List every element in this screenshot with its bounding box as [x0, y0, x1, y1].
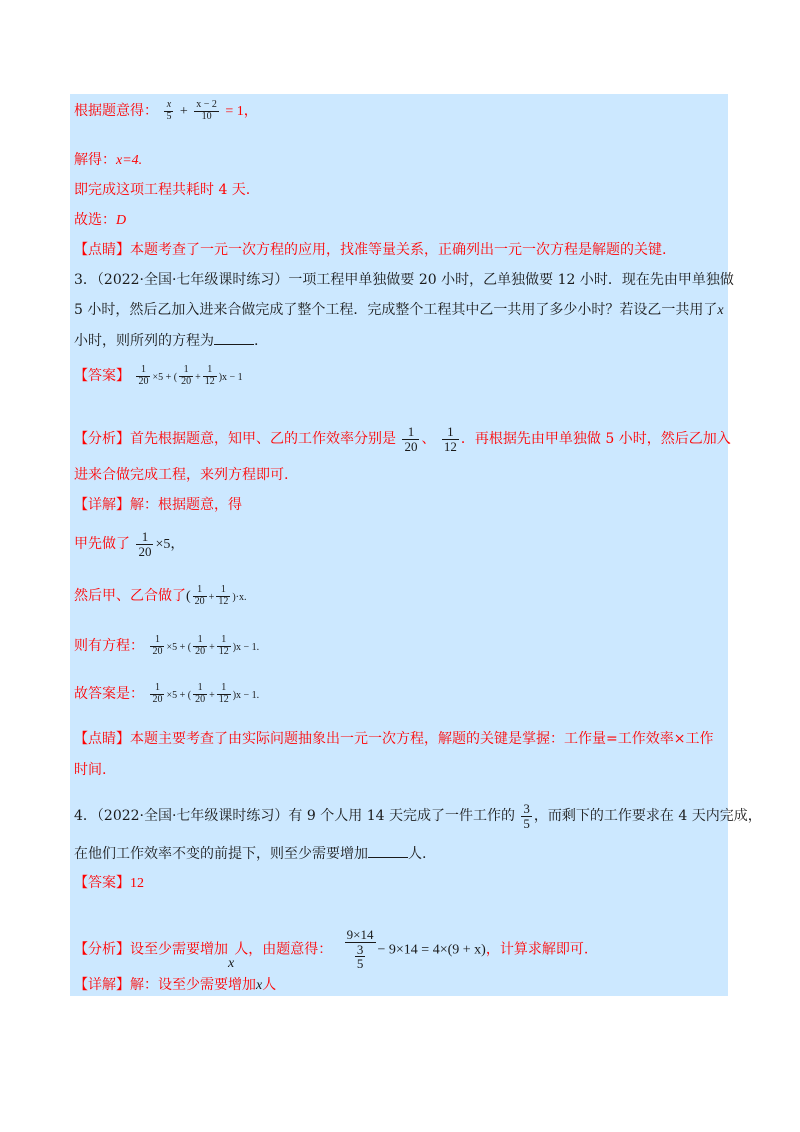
- detail-text: 人: [262, 977, 277, 993]
- frac-numerator: 1: [179, 365, 193, 377]
- fraction-1-12: [216, 585, 230, 607]
- q3-detail-d: [74, 683, 259, 706]
- choice-line: [74, 210, 126, 231]
- frac-numerator: 9×14: [346, 927, 374, 942]
- fraction-complex: [345, 928, 376, 971]
- fraction-1-20: [179, 365, 193, 387]
- fraction-1-20: [136, 365, 150, 387]
- q4-line-2: [74, 843, 426, 864]
- frac-denominator-inner: [345, 943, 376, 971]
- fraction-1-20: [150, 683, 164, 705]
- frac-numerator: 1: [217, 683, 231, 695]
- expr-part: +: [209, 690, 215, 701]
- frac-denominator: 12: [443, 438, 457, 454]
- variable-x: x: [228, 956, 235, 972]
- q3-detail-c: [74, 635, 259, 658]
- frac-denominator: 20: [194, 595, 205, 607]
- frac-numerator: x − 2: [196, 99, 217, 110]
- frac-numerator: 3: [356, 941, 364, 957]
- variable-x: x: [256, 978, 263, 993]
- analysis-text: 首先根据题意，知甲、乙的工作效率分别是: [130, 431, 396, 448]
- frac-numerator: 1: [193, 635, 207, 647]
- detail-text: 则有方程：: [74, 638, 144, 654]
- expr-part: ×5 + (: [152, 372, 178, 383]
- solve-result: x=4.: [116, 153, 143, 168]
- frac-numerator: 1: [442, 425, 459, 440]
- q3-remark-line-1: 【点睛】本题主要考查了由实际问题抽象出一元一次方程，解题的关键是掌握：工作量=工作效率×工作: [74, 731, 714, 747]
- expr-part: )x − 1: [218, 372, 243, 383]
- fraction-x-over-5: [164, 100, 173, 122]
- frac-denominator: 12: [218, 645, 229, 657]
- fraction-1-20: [402, 425, 419, 453]
- fraction-1-12: [217, 683, 231, 705]
- analysis-text: ．再根据先由甲单独做 5 小时，然后乙加入: [460, 431, 731, 448]
- frac-numerator: 1: [150, 683, 164, 695]
- fraction-x-minus-2-over-10: [194, 100, 219, 122]
- fraction-1-20: [193, 635, 207, 657]
- fraction-1-20: [136, 530, 153, 558]
- expr-part: +: [195, 372, 201, 383]
- frac-denominator: 20: [181, 375, 192, 387]
- q3-line-3-end: .: [254, 333, 259, 349]
- frac-numerator: 3: [523, 801, 530, 816]
- answer-value: 12: [130, 876, 144, 891]
- q3-line-2-text: 5 小时，然后乙加入进来合做完成了整个工程．完成整个工程其中乙一共用了多少小时？若设乙一共用了: [74, 302, 718, 318]
- frac-denominator: 5: [166, 110, 172, 122]
- q4-text: ，而剩下的工作要求在 4 天内完成，: [533, 808, 762, 825]
- frac-denominator: 20: [195, 645, 206, 657]
- frac-numerator: 1: [150, 635, 164, 647]
- q3-answer-line: [74, 365, 243, 388]
- q3-detail-a: [74, 530, 184, 558]
- detail-text: 故答案是：: [74, 686, 144, 702]
- q3-analysis-line-2: 进来合做完成工程，来列方程即可.: [74, 467, 289, 483]
- frac-denominator: 20: [195, 693, 206, 705]
- answer-blank: [368, 843, 408, 858]
- equation-rhs: = 1，: [225, 104, 258, 119]
- frac-numerator: 1: [402, 425, 419, 440]
- frac-numerator: 1: [193, 585, 207, 597]
- analysis-text: ，计算求解即可.: [485, 941, 589, 958]
- plus-sign: +: [179, 104, 188, 119]
- q4-text: 4．（2022·全国·七年级课时练习）有 9 个人用 14 天完成了一件工作的: [74, 808, 515, 825]
- frac-denominator: 10: [201, 110, 212, 122]
- frac-numerator: 1: [136, 365, 150, 377]
- detail-text: 甲先做了: [74, 536, 130, 553]
- frac-denominator: 20: [152, 645, 163, 657]
- fraction-1-12: [442, 425, 459, 453]
- frac-numerator: 1: [216, 585, 230, 597]
- frac-denominator: 20: [138, 543, 152, 559]
- frac-denominator: 12: [204, 375, 215, 387]
- q3-line-3: [74, 330, 258, 351]
- fraction-3-5: [521, 802, 532, 830]
- answer-label: 【答案】: [74, 875, 130, 891]
- expr-part: )x − 1.: [232, 690, 260, 701]
- frac-numerator: 1: [193, 683, 207, 695]
- q3-remark-line-2: 时间.: [74, 762, 107, 778]
- q4-text: 人.: [408, 846, 427, 862]
- frac-numerator: x: [164, 100, 173, 112]
- fraction-1-20: [150, 635, 164, 657]
- expr-part: ×5 + (: [166, 690, 192, 701]
- q3-analysis-line-1: [74, 425, 731, 453]
- expr-part: +: [209, 642, 215, 653]
- fraction-1-12: [203, 365, 217, 387]
- separator: 、: [421, 431, 436, 448]
- fraction-1-20: [193, 683, 207, 705]
- frac-numerator: 1: [136, 530, 153, 545]
- fraction-1-20: [193, 585, 207, 607]
- frac-denominator: 20: [138, 375, 149, 387]
- remark-line: 【点睛】本题考查了一元一次方程的应用，找准等量关系，正确列出一元一次方程是解题的关键.: [74, 242, 667, 258]
- expr-part: ×5，: [155, 537, 185, 553]
- frac-denominator: 5: [356, 956, 364, 972]
- solve-line: [74, 150, 142, 171]
- equation-rest: − 9×14 = 4×(9 + x): [377, 942, 486, 958]
- solve-label: 解得：: [74, 152, 116, 168]
- detail-label: 【详解】: [74, 977, 130, 993]
- frac-denominator: 20: [404, 438, 418, 454]
- frac-denominator: 12: [218, 693, 229, 705]
- detail-text: 解：设至少需要增加: [130, 977, 256, 993]
- answer-blank: [214, 330, 254, 345]
- q4-detail-line: [74, 975, 276, 996]
- q3-line-3-text: 小时，则所列的方程为: [74, 333, 214, 349]
- q4-answer-line: [74, 873, 144, 894]
- expr-part: )·x.: [232, 592, 247, 603]
- frac-denominator: 5: [523, 815, 530, 831]
- detail-text: 解：根据题意，得: [130, 497, 242, 513]
- q3-variable-x: x: [717, 303, 724, 318]
- expr-part: +: [208, 592, 215, 603]
- solution-equation-line: [74, 100, 258, 122]
- conclusion-line: 即完成这项工程共耗时 4 天.: [74, 182, 251, 198]
- frac-denominator: 12: [218, 595, 229, 607]
- analysis-text: 人，由题意得：: [234, 941, 333, 958]
- frac-numerator: 1: [217, 635, 231, 647]
- expr-part: )x − 1.: [232, 642, 260, 653]
- answer-label: 【答案】: [74, 368, 130, 384]
- fraction-1-12: [217, 635, 231, 657]
- detail-label: 【详解】: [74, 497, 130, 513]
- q4-analysis-line: [74, 928, 588, 971]
- expr-part: (: [186, 589, 191, 604]
- expr-part: ×5 + (: [166, 642, 192, 653]
- analysis-label: 【分析】: [74, 941, 130, 958]
- frac-numerator: 1: [203, 365, 217, 377]
- analysis-text: 设至少需要增加: [130, 941, 228, 958]
- q3-line-1: 3．（2022·全国·七年级课时练习）一项工程甲单独做要 20 小时，乙单独做要 12 小时．现在先由甲单独做: [74, 272, 734, 288]
- frac-denominator: 20: [152, 693, 163, 705]
- analysis-label: 【分析】: [74, 431, 130, 448]
- solution-label: 根据题意得：: [74, 103, 158, 119]
- detail-text: 然后甲、乙合做了: [74, 588, 186, 604]
- choice-label: 故选：: [74, 212, 116, 228]
- fraction-3-5: [355, 943, 366, 971]
- q4-text: 在他们工作效率不变的前提下，则至少需要增加: [74, 846, 368, 862]
- choice-option: D: [116, 213, 127, 228]
- q3-line-2: [74, 300, 724, 321]
- q3-detail-line: [74, 495, 242, 515]
- q3-detail-b: [74, 585, 246, 608]
- q4-line-1: [74, 802, 762, 830]
